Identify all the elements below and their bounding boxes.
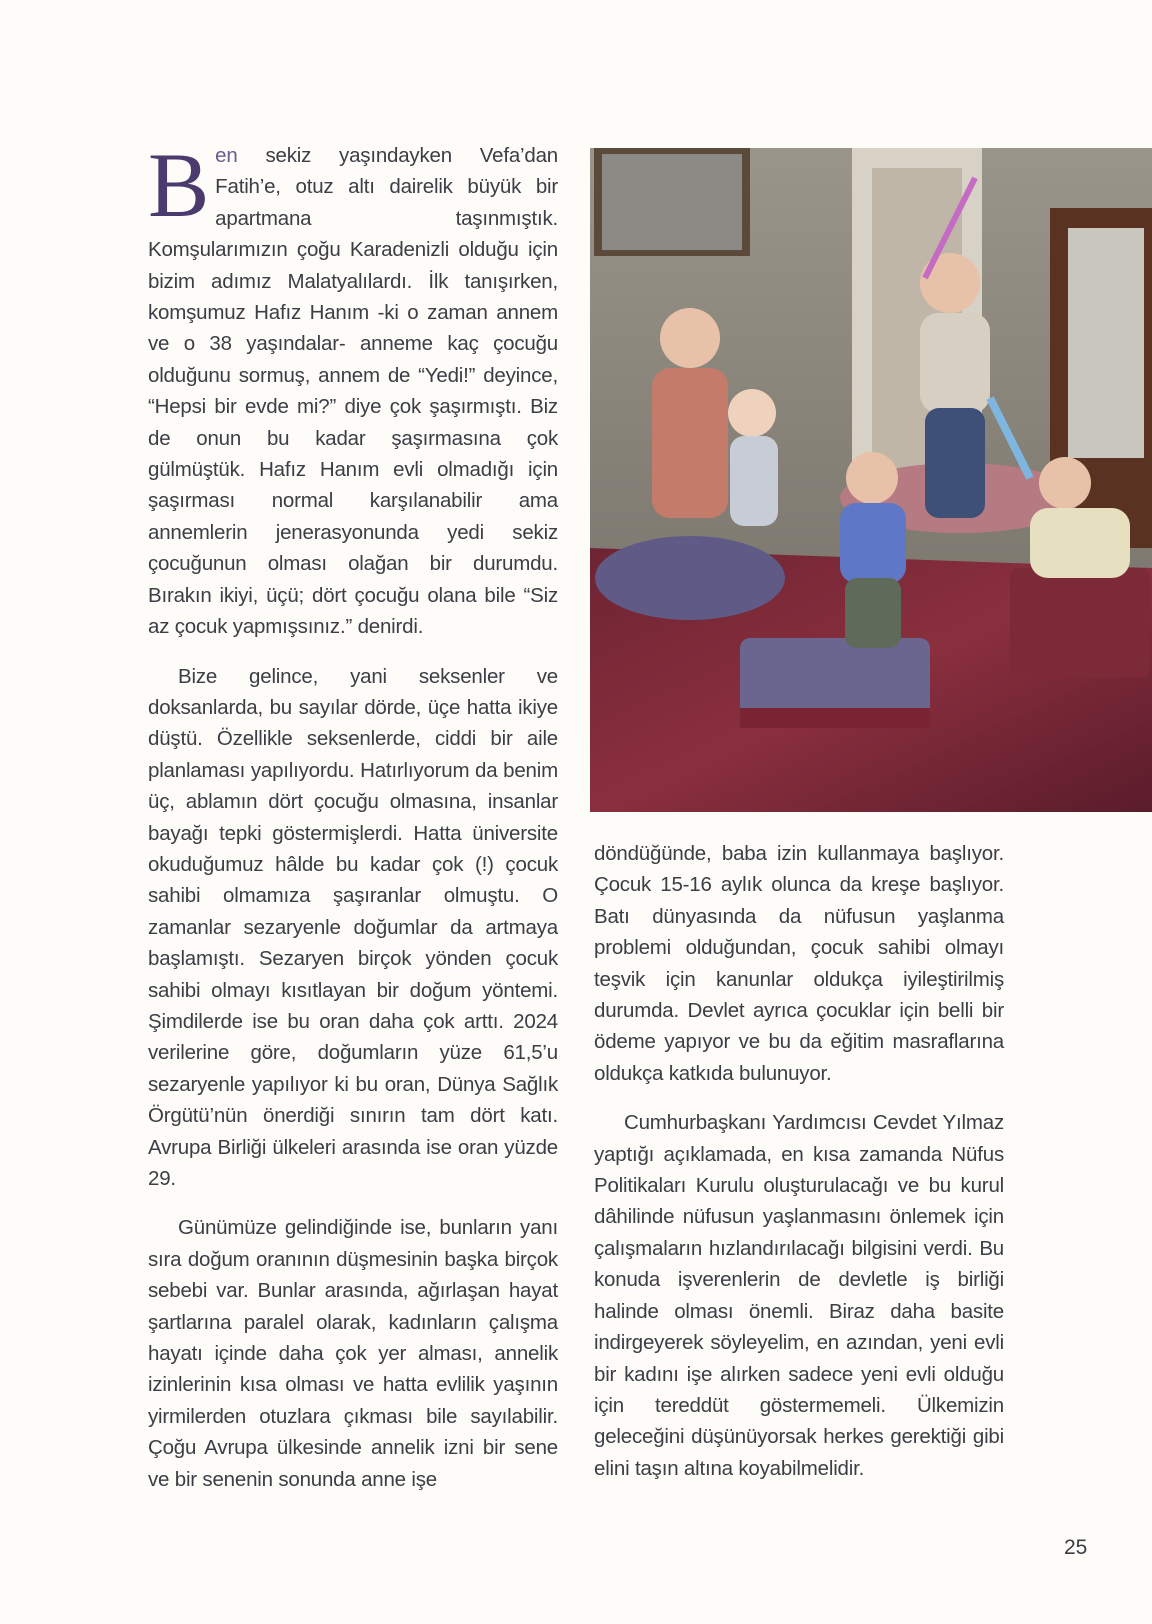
paragraph: Cumhurbaşkanı Yardımcısı Cevdet Yılmaz yaptığı açıklamada, en kısa zamanda Nüfus Politikaları Kurulu oluşturulacağı ve bu kurul dâhilinde nüfusun yaşlanmasını önlemek için çalışmaların hızlandırılacağı bilgisini verdi. Bu konuda işverenlerin de devletle iş birliği halinde olması önemli. Biraz daha basite indirgeyerek söyleyelim, en azından, yeni evli bir kadını işe alırken sadece yeni evli olduğu için tereddüt göstermemeli. Ülkemizin geleceğini düşünüyorsak herkes gerektiği gibi elini taşın altına koyabilmelidir. [594, 1111, 1004, 1480]
paragraph [148, 134, 558, 643]
children-playing-illustration [590, 148, 1152, 812]
drop-cap: B [148, 134, 210, 236]
paragraph-text: sekiz yaşındayken Vefa’dan Fatih’e, otuz altı dairelik büyük bir apartmana taşınmıştık. Komşularımızın çoğu Karadenizli olduğu için bizim adımız Malatyalılardı. İlk tanışırken, komşumuz Hafız Hanım -ki o zaman annem ve o 38 yaşındalar- anneme kaç çocuğu olduğunu sormuş, annem de “Yedi!” deyince, “Hepsi bir evde mi?” diye çok şaşırmıştı. Biz de onun bu kadar şaşırmasına çok gülmüştük. Hafız Hanım evli olmadığı için şaşırması normal karşılanabilir ama annemlerin jenerasyonunda yedi sekiz çocuğunun olması olağan bir durumdu. Bırakın ikiyi, üçü; dört çocuğu olana bile “Siz az çocuk yapmışsınız.” denirdi. [148, 144, 558, 639]
left-column [148, 134, 558, 1513]
right-column [594, 838, 1004, 1502]
paragraph: döndüğünde, baba izin kullanmaya başlıyor. Çocuk 15-16 aylık olunca da kreşe başlıyor. Batı dünyasında da nüfusun yaşlanma problemi olduğundan, çocuk sahibi olmayı teşvik için kanunlar oldukça iyileştirilmiş durumda. Devlet ayrıca çocuklar için belli bir ödeme yapıyor ve bu da eğitim masraflarına oldukça katkıda bulunuyor. [594, 842, 1004, 1085]
paragraph: Bize gelince, yani seksenler ve doksanlarda, bu sayılar dörde, üçe hatta ikiye düştü. Özellikle seksenlerde, ciddi bir aile planlaması yapılıyordu. Hatırlıyorum da benim üç, ablamın dört çocuğu olmasına, insanlar bayağı tepki göstermişlerdi. Hatta üniversite okuduğumuz hâlde bu kadar çok (!) çocuk sahibi olmamıza şaşıranlar olmuştu. O zamanlar sezaryenle doğumlar da artmaya başlamıştı. Sezaryen birçok yönden çocuk sahibi olmayı kısıtlayan bir doğum yöntemi. Şimdilerde ise bu oran daha çok arttı. 2024 verilerine göre, doğumların yüze 61,5’u sezaryenle yapılıyor ki bu oran, Dünya Sağlık Örgütü’nün önerdiği sınırın tam dört katı. Avrupa Birliği ülkeleri arasında ise oran yüzde 29. [148, 664, 558, 1190]
paragraph: Günümüze gelindiğinde ise, bunların yanı sıra doğum oranının düşmesinin başka birçok sebebi var. Bunlar arasında, ağırlaşan hayat şartlarına paralel olarak, kadınların çalışma hayatı içinde daha çok yer alması, annelik izinlerinin kısa olması ve hatta evlilik yaşının yirmilerden otuzlara çıkması bile sayılabilir. Çoğu Avrupa ülkesinde annelik izni bir sene ve bir senenin sonunda anne işe [148, 1216, 558, 1491]
page-number: 25 [1064, 1536, 1088, 1559]
lead-word: en [215, 144, 238, 167]
